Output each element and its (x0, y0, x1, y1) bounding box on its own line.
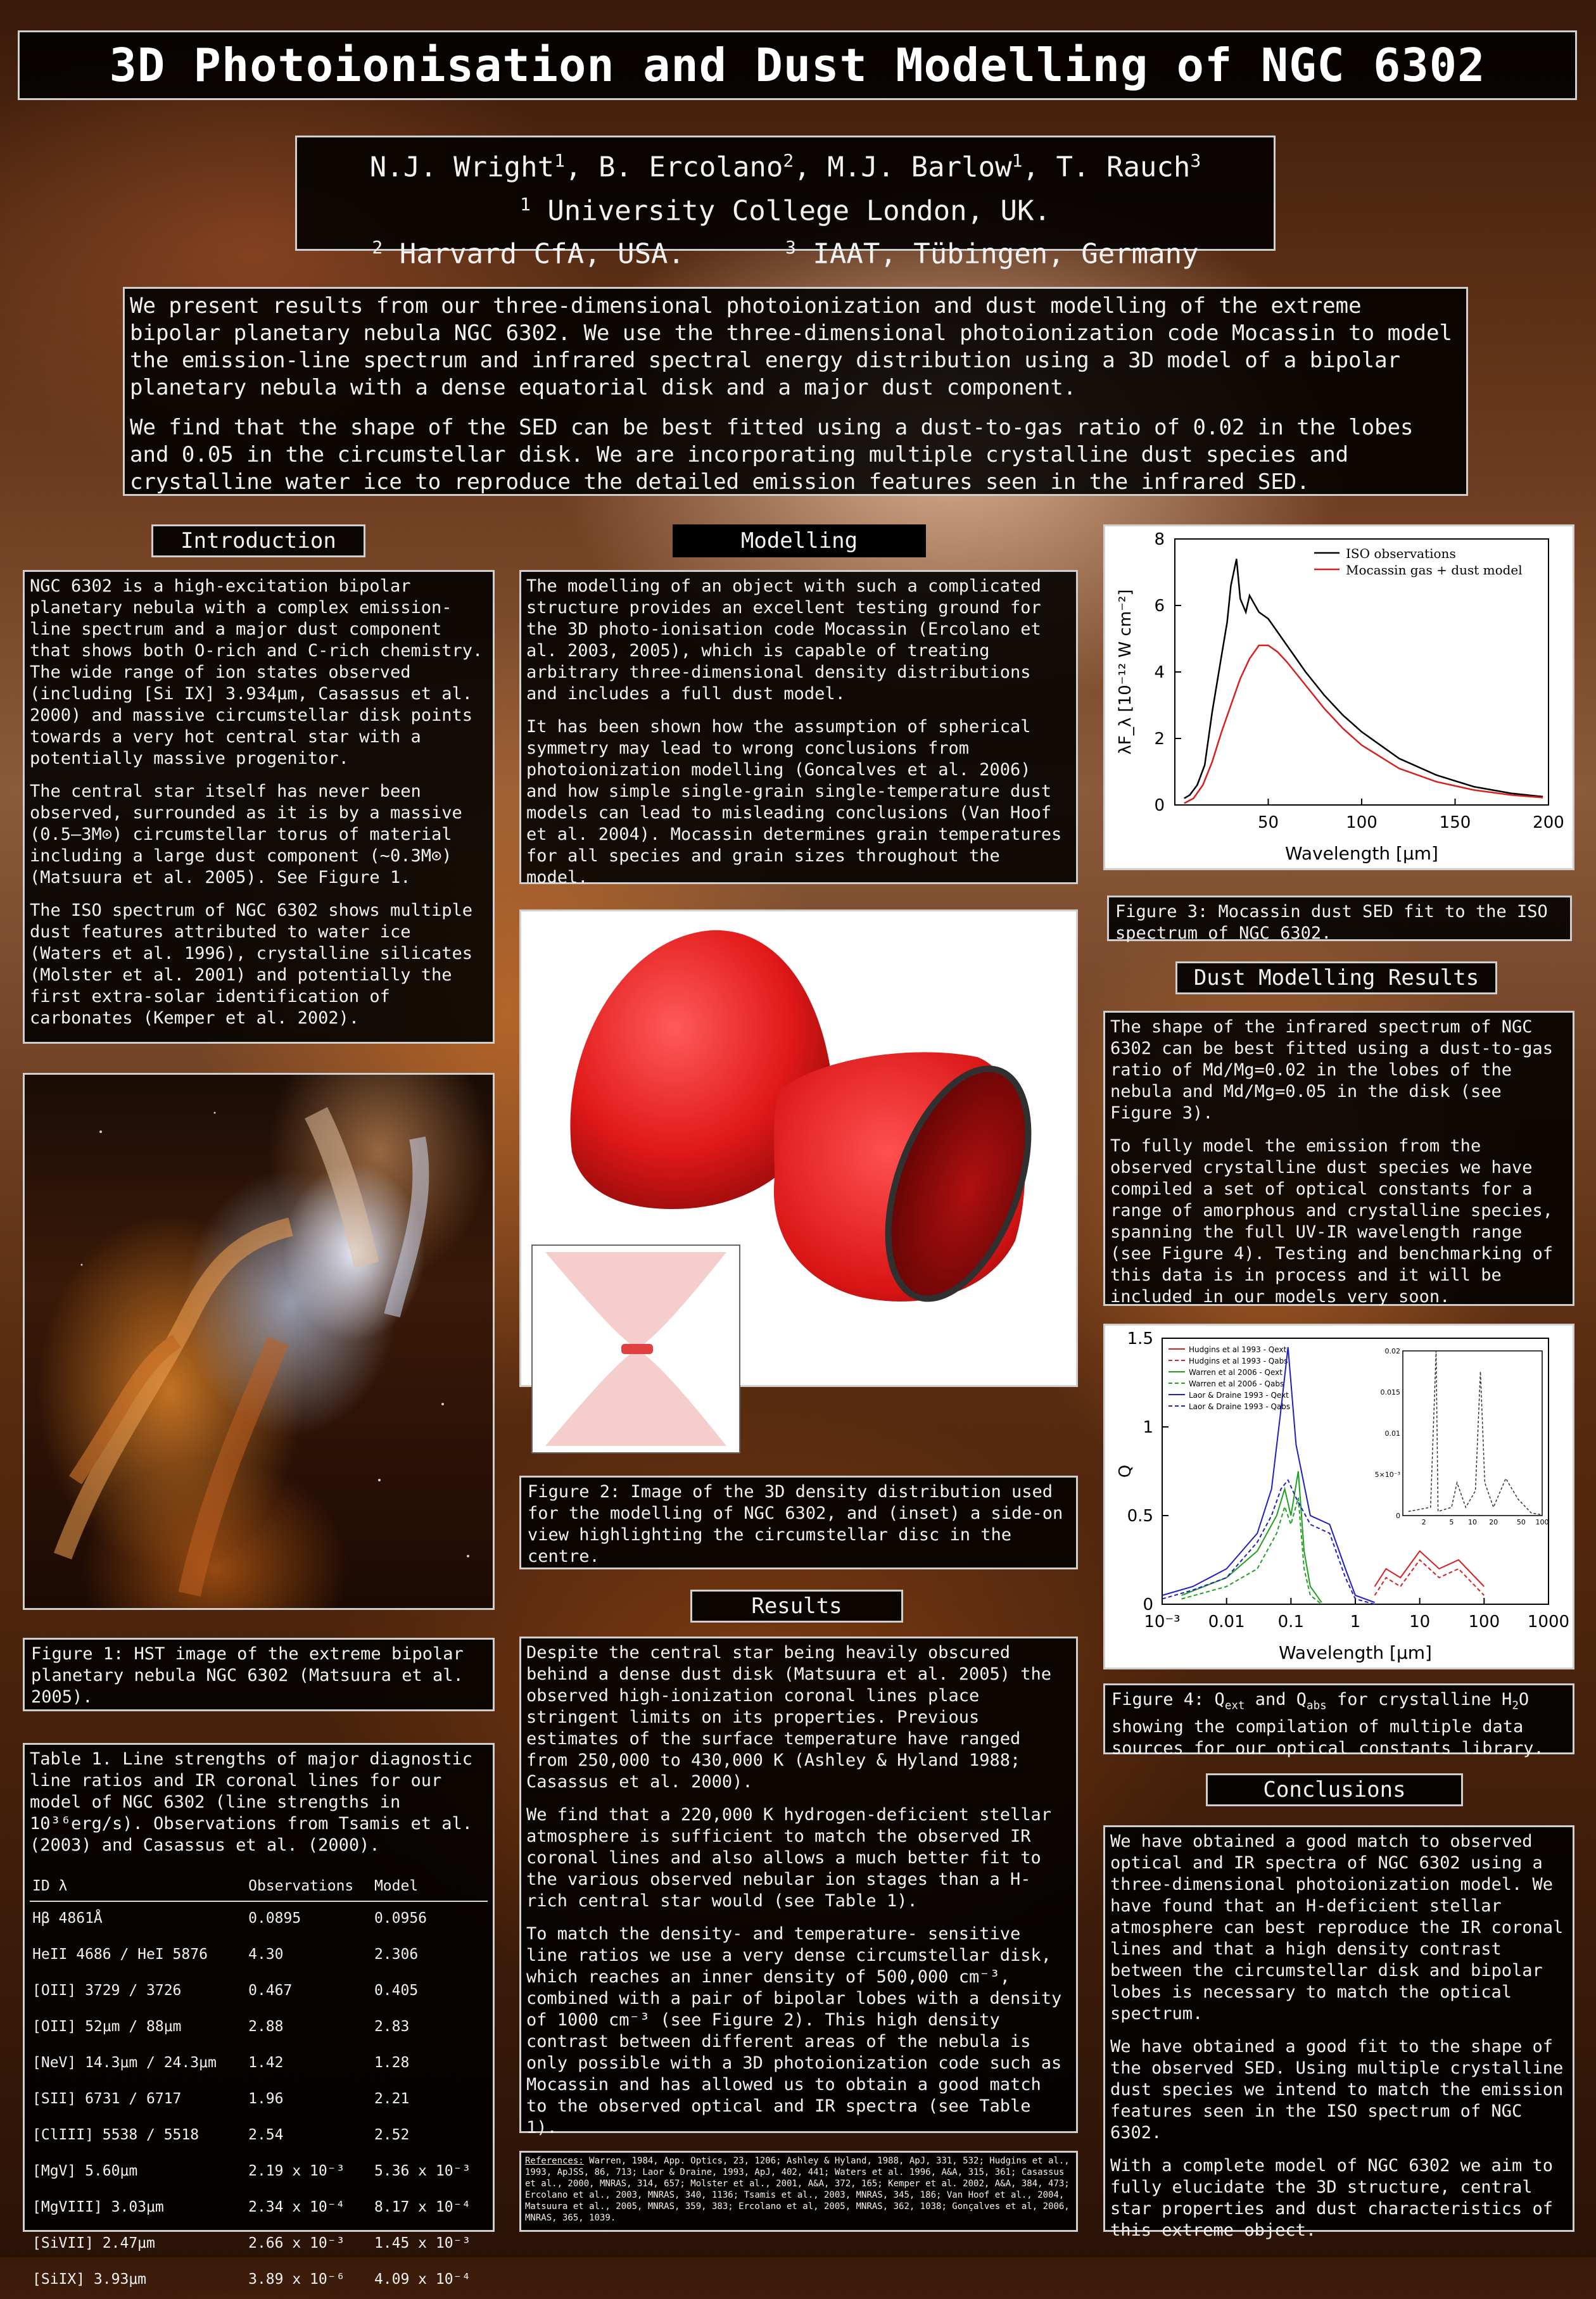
table-row (30, 1974, 488, 2010)
nebula-illustration (25, 1075, 495, 1610)
conclusions-heading: Conclusions (1206, 1773, 1463, 1806)
affil-number: 1 (519, 193, 531, 215)
references-label: References: (525, 2156, 584, 2166)
x-tick-label: 1 (1350, 1612, 1361, 1631)
y-tick-label: 1 (1143, 1418, 1153, 1437)
line-strength-table (30, 1872, 488, 2299)
conclusions-paragraph: With a complete model of NGC 6302 we aim to fully elucidate the 3D structure, central star properties and dust characteristics of this extreme object. (1110, 2156, 1553, 2240)
legend-label: Hudgins et al 1993 - Qext (1189, 1345, 1287, 1354)
table-cell: 2.54 (248, 2127, 284, 2143)
y-tick-label: 4 (1154, 663, 1165, 682)
table1-box (23, 1743, 495, 2288)
title-box (18, 30, 1577, 100)
table-cell: 2.34 x 10⁻⁴ (248, 2199, 345, 2215)
y-tick-label: 8 (1154, 530, 1165, 549)
sed-series-line (1184, 645, 1543, 803)
table-cell: 4.30 (248, 1946, 284, 1963)
x-tick-label: 1000 (1527, 1612, 1570, 1631)
figure4-caption: Figure 4: $Q_{ext}$ and $Q_{abs}$ for crystalline $H_2O$ showing the compilation of multiple data sources for our optical constants library. (1103, 1683, 1574, 1754)
table-cell: 0.405 (374, 1982, 419, 1999)
table-header-row (30, 1872, 488, 1901)
modelling-paragraph: The modelling of an object with such a complicated structure provides an excellent testing ground for the 3D photo-ionisation code Mocassin (Ercolano et al. 2003, 2005), which is capable of treating arbitrary three-dimensional density distributions and includes a full dust model. (526, 576, 1041, 704)
sed-chart-svg (1105, 526, 1573, 868)
y-tick-label: 0 (1154, 796, 1165, 815)
authors-box (295, 136, 1276, 270)
x-axis-label: Wavelength [μm] (1279, 1642, 1432, 1663)
inset-x-tick-label: 50 (1516, 1518, 1526, 1526)
x-tick-label: 0.1 (1277, 1612, 1305, 1631)
q-series-line (1375, 1560, 1485, 1595)
table-cell: 1.42 (248, 2055, 284, 2071)
intro-paragraph: NGC 6302 is a high-excitation bipolar planetary nebula with a complex emission-line spectrum and a major dust component that shows both O-rich and C-rich chemistry. The wide range of ion states observed (including [Si IX] 3.934μm, Casassus et al. 2000) and massive circumstellar disk points towards a very hot central star with a potentially massive progenitor. (30, 576, 483, 768)
y-axis-label: Q (1116, 1464, 1135, 1478)
intro-paragraph: The ISO spectrum of NGC 6302 shows multiple dust features attributed to water ice (Waters et al. 1996), crystalline silicates (Molster et al. 2001) and potentially the first extra-solar identification of carbonates (Kemper et al. 2002). (30, 901, 472, 1028)
circumstellar-disc (621, 1344, 653, 1354)
y-axis-label: λF_λ [10⁻¹² W cm⁻²] (1116, 589, 1135, 755)
conclusions-box (1103, 1825, 1574, 2240)
y-tick-label: 2 (1154, 730, 1165, 749)
author-affil: 2 (783, 150, 794, 171)
inset-y-tick-label: 0.01 (1384, 1429, 1400, 1438)
table-row (30, 2155, 488, 2191)
references-text: Warren, 1984, App. Optics, 23, 1206; Ashley & Hyland, 1988, ApJ, 331, 532; Hudgins et al., 1993, ApJSS, 86, 713; Laor & Draine, 1993, ApJ, 402, 441; Waters et al. 1996, A&A, 315, 361; Casassus et al., 2000, MNRAS, 314, 657; Molster et al., 2001, A&A, 372, 165; Kemper et al. 2002, A&A, 384, 473; Ercolano et al., 2003, MNRAS, 340, 1136; Tsamis et al., 2003, MNRAS, 345, 186; Van Hoof et al., 2004, Matsuura et al., 2005, MNRAS, 359, 383; Ercolano et al, 2005, MNRAS, 362, 1038; Gonçalves et al, 2006, MNRAS, 365, 1039. (525, 2156, 1070, 2223)
inset-x-tick-label: 10 (1468, 1518, 1477, 1526)
table-cell: 2.21 (374, 2091, 410, 2107)
table-cell: [SiVII] 2.47μm (32, 2235, 155, 2252)
affiliation-2-3 (297, 229, 1274, 273)
table-cell: 5.36 x 10⁻³ (374, 2163, 471, 2179)
legend-label: ISO observations (1346, 546, 1456, 561)
results-box (519, 1637, 1078, 2138)
table-row (30, 2227, 488, 2263)
table-row (30, 1901, 488, 1938)
legend-label: Warren et al 2006 - Qabs (1189, 1379, 1284, 1388)
dust-results-heading: Dust Modelling Results (1175, 961, 1497, 994)
table-row (30, 1938, 488, 1974)
table-header: ID λ (30, 1872, 246, 1901)
legend-label: Laor & Draine 1993 - Qabs (1189, 1402, 1291, 1411)
poster-title: 3D Photoionisation and Dust Modelling of NGC 6302 (109, 39, 1486, 92)
inset-x-tick-label: 20 (1489, 1518, 1498, 1526)
inset-x-tick-label: 100 (1535, 1518, 1549, 1526)
modelling-paragraph: It has been shown how the assumption of spherical symmetry may lead to wrong conclusions from photoionization modelling (Goncalves et al. 2006) and how simple single-grain single-temperature dust models can lead to misleading conclusions (Van Hoof et al. 2004). Mocassin determines grain temperatures for all species and grain sizes throughout the model. (526, 717, 1062, 887)
table-cell: 3.89 x 10⁻⁶ (248, 2271, 345, 2288)
table-header: Observations (246, 1872, 372, 1901)
references-box (519, 2151, 1078, 2232)
hst-image-ngc6302 (23, 1073, 495, 1610)
modelling-heading: Modelling (673, 524, 926, 557)
table-cell: 2.306 (374, 1946, 419, 1963)
legend-label: Mocassin gas + dust model (1346, 562, 1523, 578)
author-affil: 1 (1011, 150, 1023, 171)
results-paragraph: Despite the central star being heavily obscured behind a dense dust disk (Matsuura et al. 2005) the observed high-ionization coronal lines place stringent limits on its properties. Previous estimates of the surface temperature have ranged from 250,000 to 430,000 K (Ashley & Hyland 1988; Casassus et al. 2000). (526, 1643, 1052, 1792)
table-cell: 0.0895 (248, 1910, 301, 1927)
table-cell: [NeV] 14.3μm / 24.3μm (32, 2055, 217, 2071)
inset-x-tick-label: 5 (1449, 1518, 1454, 1526)
intro-paragraph: The central star itself has never been observed, surrounded as it is by a massive (0.5–3M⊙) circumstellar torus of material including a large dust component (~0.3M⊙) (Matsuura et al. 2005). See Figure 1. (30, 782, 462, 887)
affil-number: 2 (372, 237, 383, 258)
table-row (30, 2263, 488, 2299)
table-cell: [ClIII] 5538 / 5518 (32, 2127, 200, 2143)
y-tick-label: 0 (1143, 1595, 1153, 1614)
x-tick-label: 200 (1533, 813, 1564, 832)
table-cell: HeII 4686 / HeI 5876 (32, 1946, 208, 1963)
affil-text: University College London, UK. (547, 194, 1051, 227)
q-series-line (1182, 1471, 1322, 1602)
table-cell: 8.17 x 10⁻⁴ (374, 2199, 471, 2215)
y-tick-label: 6 (1154, 597, 1165, 616)
table-cell: [SII] 6731 / 6717 (32, 2091, 182, 2107)
table-cell: 0.467 (248, 1982, 293, 1999)
affiliation-1 (297, 186, 1274, 230)
table-cell: 4.09 x 10⁻⁴ (374, 2271, 471, 2288)
abstract-box (123, 287, 1468, 496)
figure1-caption: Figure 1: HST image of the extreme bipolar planetary nebula NGC 6302 (Matsuura et al. 2005). (23, 1638, 495, 1711)
author-name: N.J. Wright (369, 151, 555, 184)
inset-y-tick-label: 0.015 (1380, 1388, 1400, 1396)
introduction-heading: Introduction (151, 524, 365, 557)
sed-series-line (1184, 559, 1543, 799)
affil-number: 3 (785, 237, 796, 258)
plot-frame (1175, 539, 1548, 805)
inset-side-view (531, 1244, 740, 1454)
table-row (30, 2082, 488, 2118)
table-cell: [MgV] 5.60μm (32, 2163, 138, 2179)
table-cell: [SiIX] 3.93μm (32, 2271, 147, 2288)
table-cell: [MgVIII] 3.03μm (32, 2199, 164, 2215)
table-cell: 0.0956 (374, 1910, 428, 1927)
introduction-box (23, 570, 495, 1044)
affil-text: Harvard CfA, USA. (399, 238, 685, 270)
legend-label: Warren et al 2006 - Qext (1189, 1368, 1282, 1377)
inset-frame (1403, 1351, 1542, 1516)
table-cell: 2.88 (248, 2018, 284, 2035)
q-chart-svg (1105, 1326, 1573, 1668)
results-paragraph: We find that a 220,000 K hydrogen-deficient stellar atmosphere is sufficient to match the observed IR coronal lines and also allows a much better fit to the various observed nebular ion stages than a H-rich central star would (see Table 1). (526, 1805, 1052, 1911)
legend-label: Laor & Draine 1993 - Qext (1189, 1391, 1289, 1400)
table-cell: Hβ 4861Å (32, 1910, 103, 1927)
results-heading: Results (690, 1590, 903, 1623)
inset-svg (533, 1246, 739, 1452)
author-name: T. Rauch (1056, 151, 1191, 184)
figure2-3d-density (519, 909, 1078, 1387)
author-name: M.J. Barlow (827, 151, 1012, 184)
author-affil: 3 (1190, 150, 1201, 171)
author-affil: 1 (554, 150, 565, 171)
inset-y-tick-label: 0.02 (1384, 1347, 1400, 1355)
inset-x-tick-label: 2 (1421, 1518, 1426, 1526)
inset-y-tick-label: 0 (1396, 1512, 1400, 1520)
legend-label: Hudgins et al 1993 - Qabs (1189, 1357, 1288, 1365)
q-series-line (1182, 1498, 1322, 1604)
dust-results-paragraph: To fully model the emission from the observed crystalline dust species we have compiled a set of optical constants for a range of amorphous and crystalline species, spanning the full UV-IR wavelength range (see Figure 4). Testing and benchmarking of this data is in process and it will be included in our models very soon. (1110, 1136, 1553, 1307)
x-tick-label: 100 (1468, 1612, 1500, 1631)
table-cell: 2.66 x 10⁻³ (248, 2235, 345, 2252)
author-line: N.J. Wright$^1$, B. Ercolano$^2$, M.J. Barlow$^1$, T. Rauch$^3$ (369, 150, 1201, 184)
table-header: Model (372, 1872, 488, 1901)
table-cell: [OII] 3729 / 3726 (32, 1982, 182, 1999)
table1-caption: Table 1. Line strengths of major diagnostic line ratios and IR coronal lines for our model of NGC 6302 (line strengths in 10³⁶erg/s). Observations from Tsamis et al. (2003) and Casassus et al. (2000). (30, 1749, 472, 1855)
x-tick-label: 150 (1439, 813, 1471, 832)
table-cell: 2.83 (374, 2018, 410, 2035)
x-tick-label: 0.01 (1208, 1612, 1245, 1631)
table-cell: 1.96 (248, 2091, 284, 2107)
table-cell: 1.28 (374, 2055, 410, 2071)
x-tick-label: 10⁻³ (1144, 1612, 1181, 1631)
inset-y-tick-label: 5×10⁻³ (1374, 1471, 1400, 1479)
abstract-paragraph: We present results from our three-dimensional photoionization and dust modelling of the extreme bipolar planetary nebula NGC 6302. We use the three-dimensional photoionization code Mocassin to model the emission-line spectrum and infrared spectral energy distribution using a 3D model of a bipolar planetary nebula with a dense equatorial disk and a major dust component. (130, 293, 1452, 400)
table-row (30, 2191, 488, 2227)
x-axis-label: Wavelength [μm] (1285, 843, 1438, 864)
conclusions-paragraph: We have obtained a good match to observed optical and IR spectra of NGC 6302 using a three-dimensional photoionization model. We have found that an H-deficient stellar atmosphere can best reproduce the IR coronal lines and that a high density contrast between the circumstellar disk and bipolar lobes is necessary to match the optical spectrum. (1110, 1832, 1564, 2024)
conclusions-paragraph: We have obtained a good fit to the shape of the observed SED. Using multiple crystalline dust species we intend to match the emission features seen in the ISO spectrum of NGC 6302. (1110, 2037, 1564, 2143)
figure3-sed-chart (1103, 524, 1574, 870)
figure4-q-chart (1103, 1324, 1574, 1669)
figure3-caption: Figure 3: Mocassin dust SED fit to the ISO spectrum of NGC 6302. (1107, 896, 1572, 941)
dust-results-paragraph: The shape of the infrared spectrum of NGC 6302 can be best fitted using a dust-to-gas ratio of Md/Mg=0.02 in the lobes of the nebula and Md/Mg=0.05 in the disk (see Figure 3). (1110, 1017, 1553, 1123)
table-cell: 1.45 x 10⁻³ (374, 2235, 471, 2252)
table-cell: [OII] 52μm / 88μm (32, 2018, 182, 2035)
abstract-paragraph: We find that the shape of the SED can be best fitted using a dust-to-gas ratio of 0.02 in the lobes and 0.05 in the circumstellar disk. We are incorporating multiple crystalline dust species and crystalline water ice to reproduce the detailed emission features seen in the infrared SED. (130, 415, 1414, 495)
table-row (30, 2010, 488, 2046)
figure2-caption: Figure 2: Image of the 3D density distribution used for the modelling of NGC 6302, and (inset) a side-on view highlighting the circumstellar disc in the centre. (519, 1476, 1078, 1569)
results-paragraph: To match the density- and temperature- sensitive line ratios we use a very dense circumstellar disk, which reaches an inner density of 500,000 cm⁻³, combined with a pair of bipolar lobes with a density of 1000 cm⁻³ (see Figure 2). This high density contrast between different areas of the nebula is only possible with a 3D photoionization code such as Mocassin and has allowed us to obtain a good match to the observed optical and IR spectra (see Table 1). (526, 1924, 1062, 2138)
y-tick-label: 1.5 (1127, 1329, 1153, 1348)
y-tick-label: 0.5 (1127, 1507, 1153, 1526)
table-row (30, 2118, 488, 2155)
affil-text: IAAT, Tübingen, Germany (813, 238, 1199, 270)
table-row (30, 2046, 488, 2082)
x-tick-label: 10 (1409, 1612, 1431, 1631)
x-tick-label: 100 (1346, 813, 1378, 832)
author-name: B. Ercolano (598, 151, 783, 184)
x-tick-label: 50 (1257, 813, 1279, 832)
table-cell: 2.52 (374, 2127, 410, 2143)
table-cell: 2.19 x 10⁻³ (248, 2163, 345, 2179)
modelling-box (519, 570, 1078, 887)
dust-results-box (1103, 1011, 1574, 1306)
